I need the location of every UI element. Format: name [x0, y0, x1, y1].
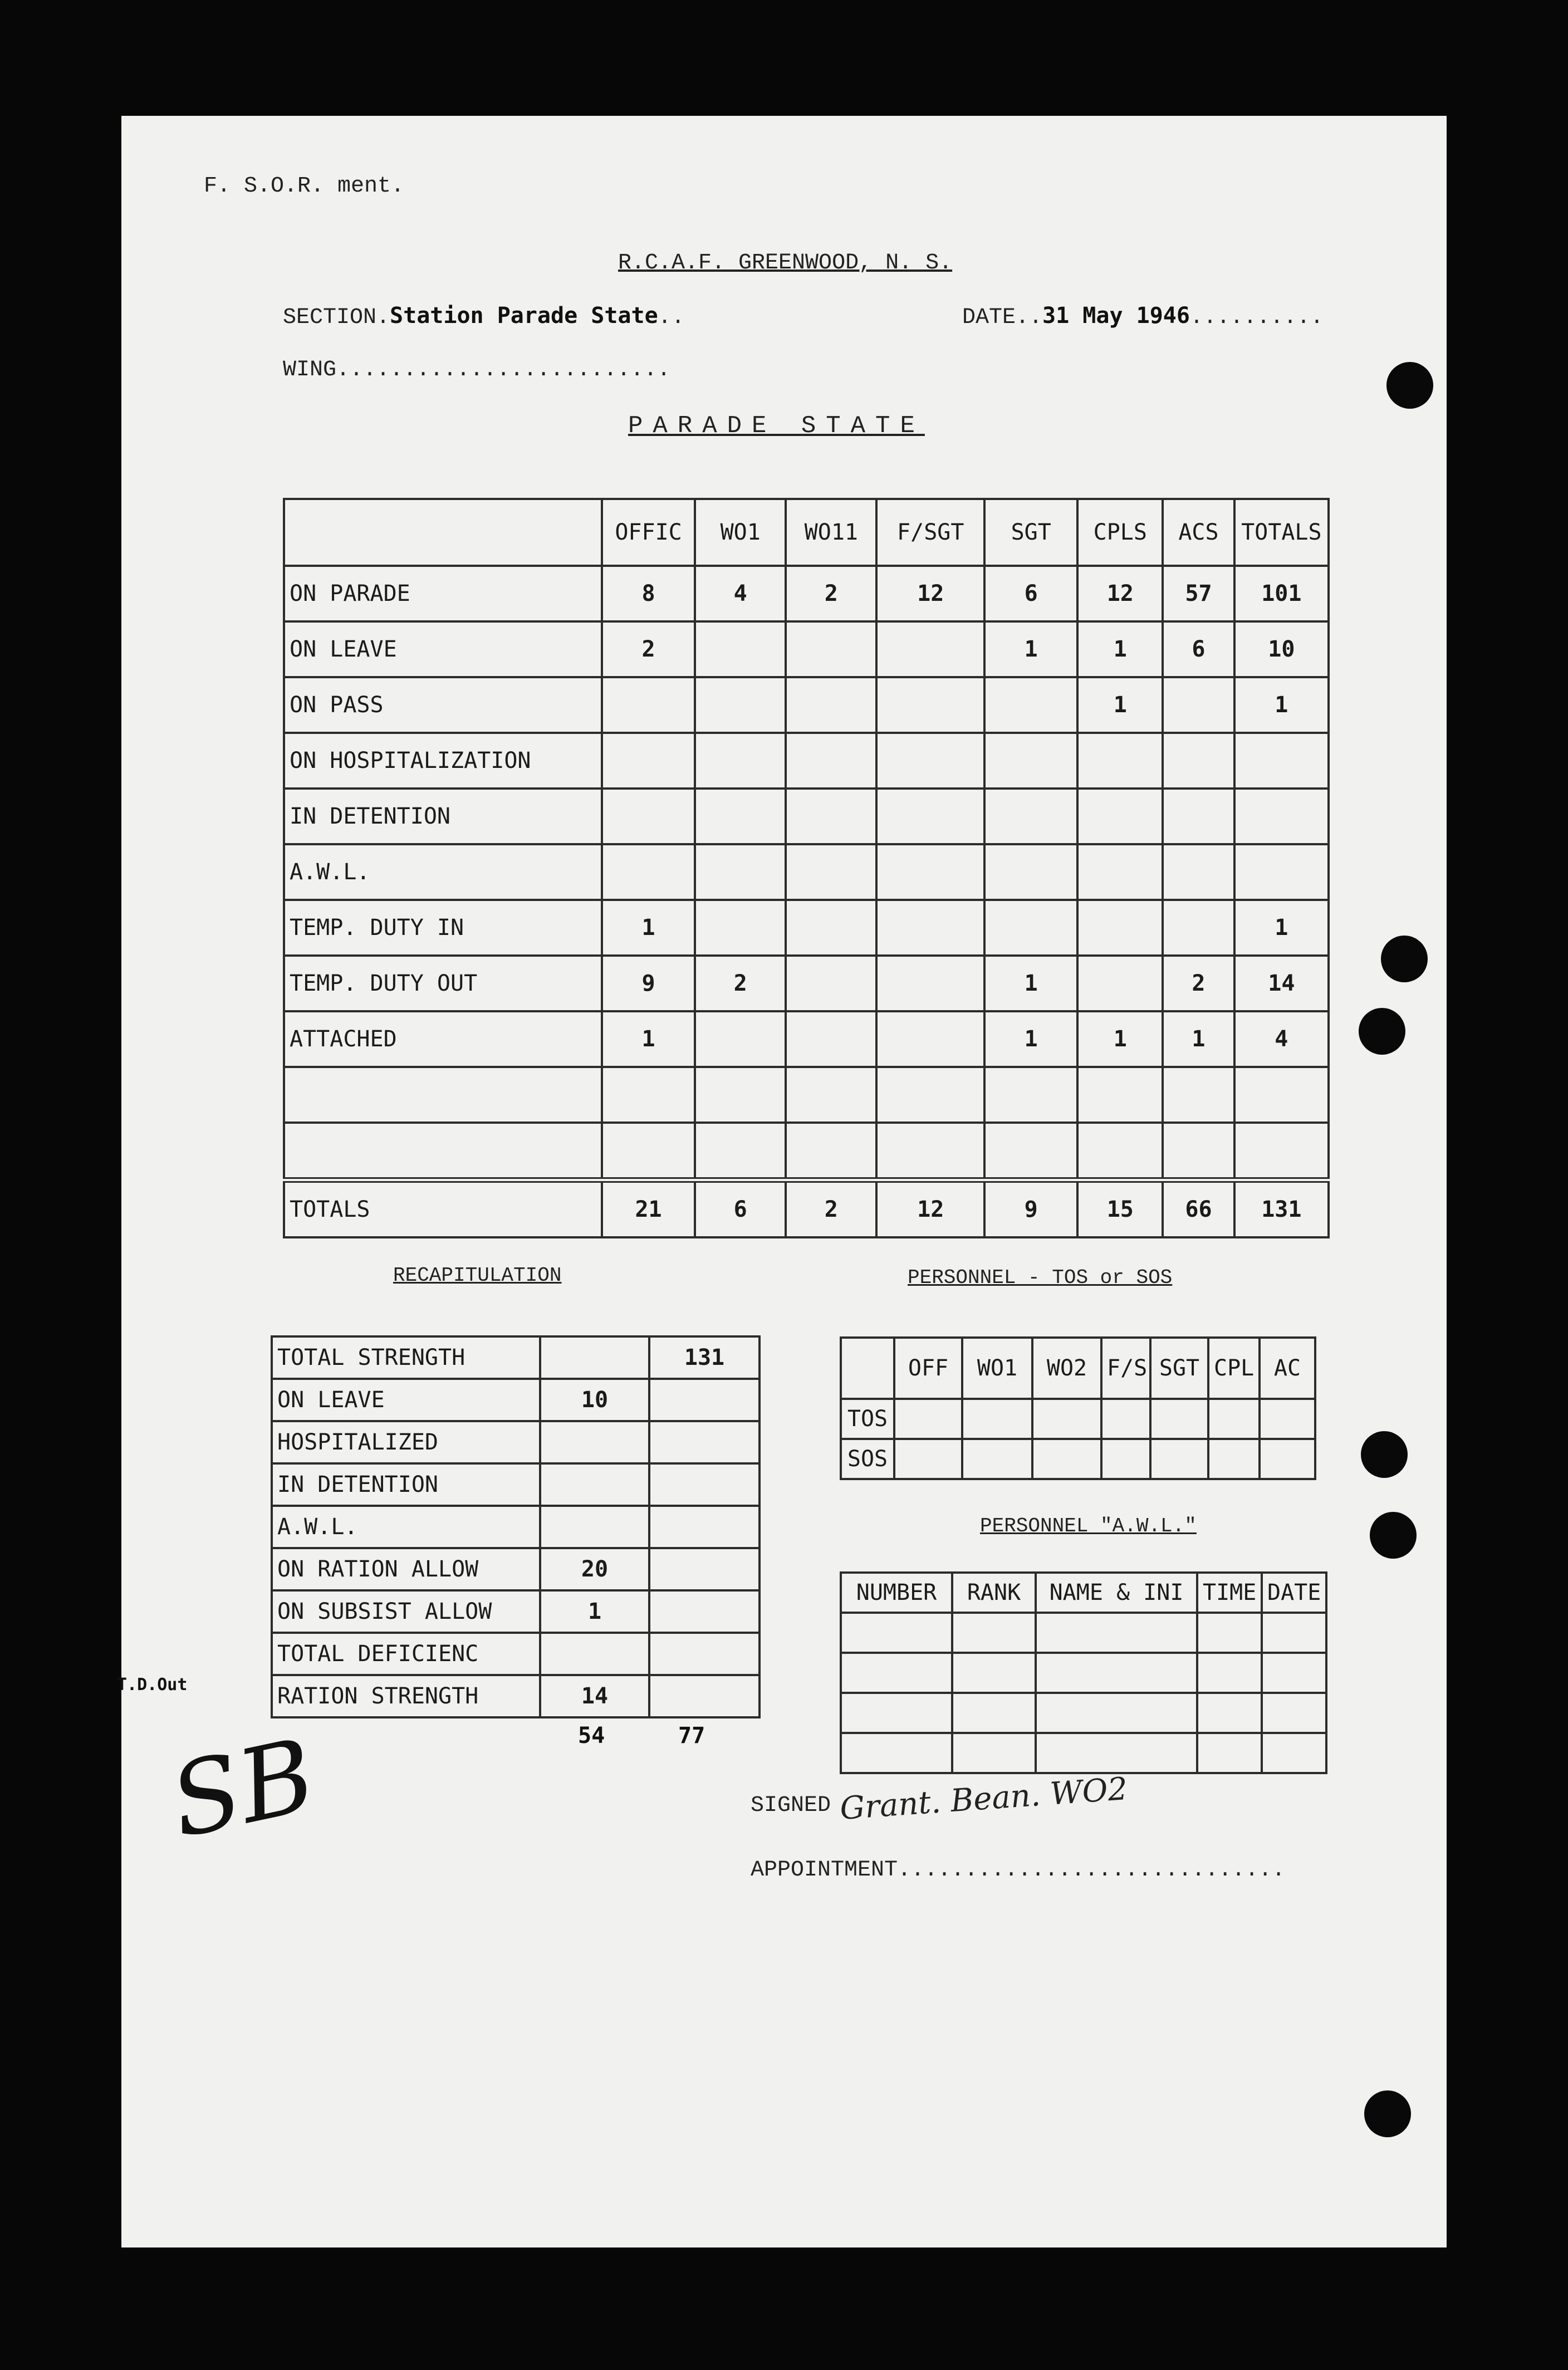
row-label: ON HOSPITALIZATION — [284, 733, 602, 789]
awl-row — [841, 1653, 1326, 1693]
appointment-line: APPOINTMENT............................. — [751, 1858, 1286, 1883]
cell — [984, 789, 1077, 844]
cell — [695, 900, 786, 956]
punch-hole — [1359, 1008, 1405, 1055]
cell — [1234, 844, 1329, 900]
cell: 1 — [1077, 621, 1163, 677]
awl-row — [841, 1613, 1326, 1653]
cell: 2 — [1163, 956, 1234, 1011]
recap-col1: 1 — [540, 1590, 649, 1633]
recap-col1 — [540, 1421, 649, 1463]
form-title: PARADE STATE — [628, 412, 925, 440]
cell: 1 — [1077, 1011, 1163, 1067]
recapitulation-table — [271, 1335, 761, 1718]
cell — [786, 844, 876, 900]
wing-line: WING......................... — [283, 358, 671, 383]
table-row — [284, 566, 1329, 621]
cell — [1163, 733, 1234, 789]
cell: 57 — [1163, 566, 1234, 621]
recap-col2 — [649, 1379, 759, 1421]
awl-row — [841, 1733, 1326, 1773]
recap-col2 — [649, 1548, 759, 1590]
cell — [984, 844, 1077, 900]
tos-sos-header-row — [841, 1338, 1315, 1399]
initials-handwriting: SB — [161, 1717, 325, 1861]
recap-row — [272, 1421, 759, 1463]
cell: 2 — [695, 956, 786, 1011]
cell: 8 — [602, 566, 695, 621]
recap-row — [272, 1548, 759, 1590]
cell — [1163, 900, 1234, 956]
cell — [602, 1067, 695, 1123]
header-cell: CPL — [1208, 1338, 1260, 1399]
table-header-row — [284, 499, 1329, 566]
cell — [602, 677, 695, 733]
cell — [876, 1067, 984, 1123]
recap-label: ON RATION ALLOW — [272, 1548, 540, 1590]
org-title: R.C.A.F. GREENWOOD, N. S. — [618, 251, 953, 276]
totals-row — [284, 1180, 1329, 1237]
tos-sos-title: PERSONNEL - TOS or SOS — [908, 1266, 1173, 1289]
cell: 1 — [984, 956, 1077, 1011]
punch-hole — [1370, 1512, 1417, 1559]
cell: 14 — [1234, 956, 1329, 1011]
punch-hole — [1381, 936, 1428, 982]
recap-col1 — [540, 1633, 649, 1675]
header-cell: SGT — [1150, 1338, 1208, 1399]
row-label: TEMP. DUTY IN — [284, 900, 602, 956]
date-label: DATE.. — [962, 305, 1043, 330]
cell — [876, 789, 984, 844]
recap-col2 — [649, 1633, 759, 1675]
cell: 1 — [1163, 1011, 1234, 1067]
row-label: A.W.L. — [284, 844, 602, 900]
cell — [1077, 733, 1163, 789]
header-blank — [284, 499, 602, 566]
cell — [984, 1123, 1077, 1180]
recap-bottom-col2: 77 — [678, 1723, 705, 1749]
cell — [1077, 1067, 1163, 1123]
recap-col2 — [649, 1590, 759, 1633]
recap-label: TOTAL STRENGTH — [272, 1336, 540, 1379]
recap-label: IN DETENTION — [272, 1463, 540, 1506]
cell — [1163, 1123, 1234, 1180]
cell: 1 — [984, 621, 1077, 677]
cell — [602, 733, 695, 789]
recap-col1 — [540, 1463, 649, 1506]
section-line: SECTION.Station Parade State.. — [283, 303, 685, 330]
header-cell: SGT — [984, 499, 1077, 566]
header-cell: NUMBER — [841, 1573, 952, 1613]
cell — [1234, 733, 1329, 789]
corner-reference: F. S.O.R. ment. — [204, 174, 405, 199]
recap-row — [272, 1590, 759, 1633]
cell — [876, 733, 984, 789]
recap-col2 — [649, 1463, 759, 1506]
cell — [695, 1067, 786, 1123]
cell: 2 — [786, 566, 876, 621]
cell — [1163, 844, 1234, 900]
cell — [984, 900, 1077, 956]
cell — [876, 677, 984, 733]
cell — [876, 844, 984, 900]
total-cell: 21 — [602, 1180, 695, 1237]
date-value: 31 May 1946 — [1042, 303, 1190, 329]
cell — [786, 900, 876, 956]
recap-col1 — [540, 1336, 649, 1379]
header-cell: F/SGT — [876, 499, 984, 566]
recap-col2 — [649, 1506, 759, 1548]
recap-col1: 14 — [540, 1675, 649, 1717]
cell — [1077, 900, 1163, 956]
cell — [695, 789, 786, 844]
table-row — [284, 956, 1329, 1011]
punch-hole — [1386, 362, 1433, 409]
header-cell: OFFIC — [602, 499, 695, 566]
cell — [876, 956, 984, 1011]
cell: 2 — [602, 621, 695, 677]
table-row — [284, 677, 1329, 733]
cell — [1234, 1123, 1329, 1180]
punch-hole — [1364, 2090, 1411, 2137]
cell — [984, 733, 1077, 789]
cell: 1 — [1077, 677, 1163, 733]
row-label: TEMP. DUTY OUT — [284, 956, 602, 1011]
cell — [786, 1067, 876, 1123]
recap-row — [272, 1336, 759, 1379]
recap-col2 — [649, 1421, 759, 1463]
cell — [786, 956, 876, 1011]
recap-col2 — [649, 1675, 759, 1717]
recap-col1: 10 — [540, 1379, 649, 1421]
cell — [876, 900, 984, 956]
recap-row — [272, 1463, 759, 1506]
cell — [786, 621, 876, 677]
cell: 1 — [602, 1011, 695, 1067]
total-cell: 66 — [1163, 1180, 1234, 1237]
row-label: ON PASS — [284, 677, 602, 733]
cell: 101 — [1234, 566, 1329, 621]
sos-row — [841, 1439, 1315, 1479]
cell: 12 — [876, 566, 984, 621]
cell — [1077, 844, 1163, 900]
tos-row — [841, 1399, 1315, 1439]
total-cell: 15 — [1077, 1180, 1163, 1237]
total-cell: 2 — [786, 1180, 876, 1237]
recap-label: TOTAL DEFICIENC — [272, 1633, 540, 1675]
row-label: TOS — [841, 1399, 894, 1439]
recap-row — [272, 1633, 759, 1675]
date-line: DATE..31 May 1946.......... — [962, 303, 1324, 330]
cell: 10 — [1234, 621, 1329, 677]
cell — [695, 844, 786, 900]
awl-header-row — [841, 1573, 1326, 1613]
recap-label: HOSPITALIZED — [272, 1421, 540, 1463]
header-cell: TOTALS — [1234, 499, 1329, 566]
cell — [695, 1123, 786, 1180]
cell: 4 — [695, 566, 786, 621]
cell: 6 — [1163, 621, 1234, 677]
cell — [602, 789, 695, 844]
header-cell: TIME — [1197, 1573, 1262, 1613]
cell: 1 — [984, 1011, 1077, 1067]
cell — [695, 733, 786, 789]
awl-row — [841, 1693, 1326, 1733]
cell — [1077, 956, 1163, 1011]
table-row — [284, 733, 1329, 789]
header-cell: WO1 — [962, 1338, 1032, 1399]
row-label: SOS — [841, 1439, 894, 1479]
header-cell: NAME & INI — [1036, 1573, 1197, 1613]
recap-col2: 131 — [649, 1336, 759, 1379]
awl-title: PERSONNEL "A.W.L." — [980, 1515, 1197, 1537]
margin-note: T.D.Out — [117, 1675, 188, 1695]
cell — [786, 789, 876, 844]
parade-state-table — [283, 498, 1330, 1238]
cell — [876, 1123, 984, 1180]
header-cell: WO11 — [786, 499, 876, 566]
section-label: SECTION. — [283, 305, 390, 330]
cell — [786, 1011, 876, 1067]
recap-row — [272, 1675, 759, 1717]
table-row — [284, 621, 1329, 677]
recap-bottom-col1: 54 — [578, 1723, 605, 1749]
signed-label: SIGNED — [751, 1793, 831, 1818]
cell — [984, 677, 1077, 733]
table-row — [284, 1067, 1329, 1123]
cell — [602, 1123, 695, 1180]
header-cell: F/S — [1101, 1338, 1150, 1399]
cell: 12 — [1077, 566, 1163, 621]
totals-label: TOTALS — [284, 1180, 602, 1237]
total-cell: 9 — [984, 1180, 1077, 1237]
cell — [876, 1011, 984, 1067]
row-label — [284, 1067, 602, 1123]
row-label: ATTACHED — [284, 1011, 602, 1067]
header-cell: RANK — [952, 1573, 1036, 1613]
table-row — [284, 900, 1329, 956]
recap-col1 — [540, 1506, 649, 1548]
section-value: Station Parade State — [390, 303, 658, 329]
cell — [1234, 789, 1329, 844]
recap-label: RATION STRENGTH — [272, 1675, 540, 1717]
table-row — [284, 1123, 1329, 1180]
header-cell: AC — [1260, 1338, 1315, 1399]
cell — [1163, 1067, 1234, 1123]
document-page — [117, 116, 1447, 2247]
cell: 1 — [1234, 900, 1329, 956]
cell — [1234, 1067, 1329, 1123]
tos-sos-table — [840, 1336, 1316, 1480]
total-cell: 6 — [695, 1180, 786, 1237]
cell — [695, 677, 786, 733]
recap-row — [272, 1379, 759, 1421]
header-cell: ACS — [1163, 499, 1234, 566]
cell — [984, 1067, 1077, 1123]
row-label: IN DETENTION — [284, 789, 602, 844]
row-label — [284, 1123, 602, 1180]
total-cell: 12 — [876, 1180, 984, 1237]
header-cell: WO2 — [1032, 1338, 1101, 1399]
header-cell: WO1 — [695, 499, 786, 566]
cell — [876, 621, 984, 677]
cell — [1163, 677, 1234, 733]
header-cell: OFF — [894, 1338, 962, 1399]
recap-label: ON LEAVE — [272, 1379, 540, 1421]
recap-label: A.W.L. — [272, 1506, 540, 1548]
cell: 9 — [602, 956, 695, 1011]
cell — [1077, 789, 1163, 844]
recap-row — [272, 1506, 759, 1548]
cell — [602, 844, 695, 900]
recap-label: ON SUBSIST ALLOW — [272, 1590, 540, 1633]
cell: 4 — [1234, 1011, 1329, 1067]
punch-hole — [1361, 1431, 1408, 1478]
cell — [1077, 1123, 1163, 1180]
total-cell: 131 — [1234, 1180, 1329, 1237]
cell — [786, 733, 876, 789]
cell: 1 — [1234, 677, 1329, 733]
table-row — [284, 844, 1329, 900]
table-row — [284, 789, 1329, 844]
cell: 6 — [984, 566, 1077, 621]
row-label: ON PARADE — [284, 566, 602, 621]
cell — [786, 677, 876, 733]
header-cell: CPLS — [1077, 499, 1163, 566]
recapitulation-title: RECAPITULATION — [393, 1264, 562, 1287]
header-cell — [841, 1338, 894, 1399]
cell — [1163, 789, 1234, 844]
signature-handwriting: Grant. Bean. WO2 — [839, 1771, 1129, 1827]
awl-table — [840, 1571, 1327, 1774]
row-label: ON LEAVE — [284, 621, 602, 677]
table-row — [284, 1011, 1329, 1067]
header-cell: DATE — [1262, 1573, 1326, 1613]
cell — [695, 621, 786, 677]
cell: 1 — [602, 900, 695, 956]
cell — [695, 1011, 786, 1067]
recap-col1: 20 — [540, 1548, 649, 1590]
cell — [786, 1123, 876, 1180]
